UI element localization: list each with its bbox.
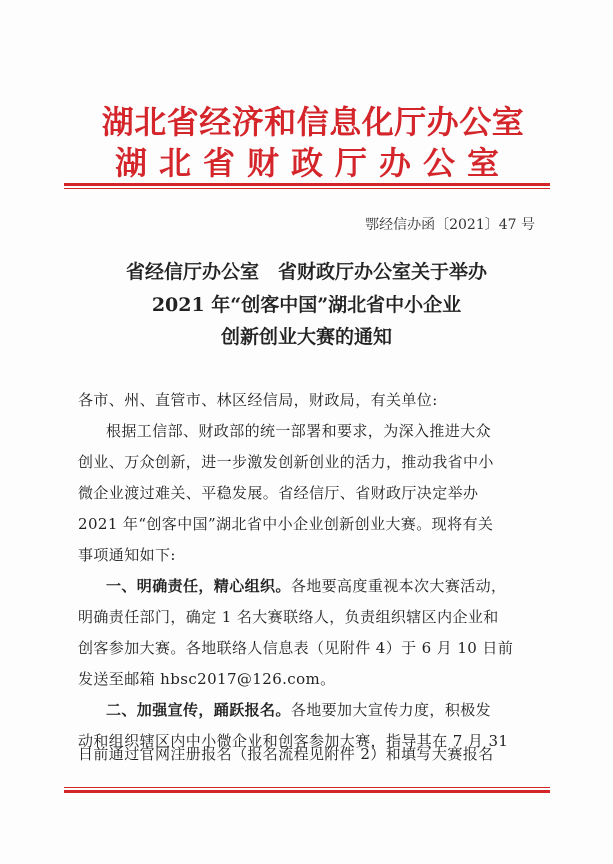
body-line: 微企业渡过难关、平稳发展。省经信厅、省财政厅决定举办 — [78, 484, 479, 502]
notice-title-line-3: 创新创业大赛的通知 — [220, 326, 392, 348]
body-line: 创客参加大赛。各地联络人信息表（见附件 4）于 6 月 10 日前 — [78, 639, 514, 657]
section-1-first-line — [106, 575, 548, 596]
body-line: 明确责任部门，确定 1 名大赛联络人，负责组织辖区内企业和 — [78, 608, 499, 626]
section-2-first-line — [106, 699, 548, 720]
section-1-lead: 各地要高度重视本次大赛活动， — [290, 577, 507, 595]
red-footer-rule-thick — [64, 790, 550, 793]
red-footer-rule-thin — [64, 787, 550, 788]
body-line: 动和组织辖区内中小微企业和创客参加大赛，指导其在 7 月 31 — [78, 732, 509, 750]
body-line: 发送至邮箱 hbsc2017@126.com。 — [78, 670, 336, 688]
red-header-rule-thick — [64, 183, 550, 186]
salutation: 各市、州、直管市、林区经信局，财政局，有关单位: — [78, 391, 438, 409]
issuing-office-line-2: 湖北省财政厅办公室 — [114, 144, 511, 182]
notice-title-line-1: 省经信厅办公室 省财政厅办公室关于举办 — [125, 261, 487, 283]
body-line: 事项通知如下: — [78, 546, 176, 564]
notice-title-line-2: 2021 年“创客中国”湖北省中小企业 — [151, 294, 462, 316]
body-line: 根据工信部、财政部的统一部署和要求，为深入推进大众 — [106, 422, 492, 440]
issuing-office-line-1: 湖北省经济和信息化厅办公室 — [101, 103, 525, 141]
body-line: 2021 年“创客中国”湖北省中小企业创新创业大赛。现将有关 — [78, 515, 494, 533]
section-1-heading: 一、明确责任，精心组织。 — [106, 577, 291, 595]
section-2-heading: 二、加强宣传，踊跃报名。 — [106, 701, 291, 719]
body-line: 创业、万众创新，进一步激发创新创业的活力，推动我省中小 — [78, 453, 494, 471]
document-number: 鄂经信办函〔2021〕47 号 — [365, 217, 535, 233]
red-header-rule-thin — [64, 188, 550, 189]
body-line: 日前通过官网注册报名（报名流程见附件 2）和填写大赛报名 — [78, 745, 494, 763]
section-2-lead: 各地要加大宣传力度，积极发 — [290, 701, 492, 719]
